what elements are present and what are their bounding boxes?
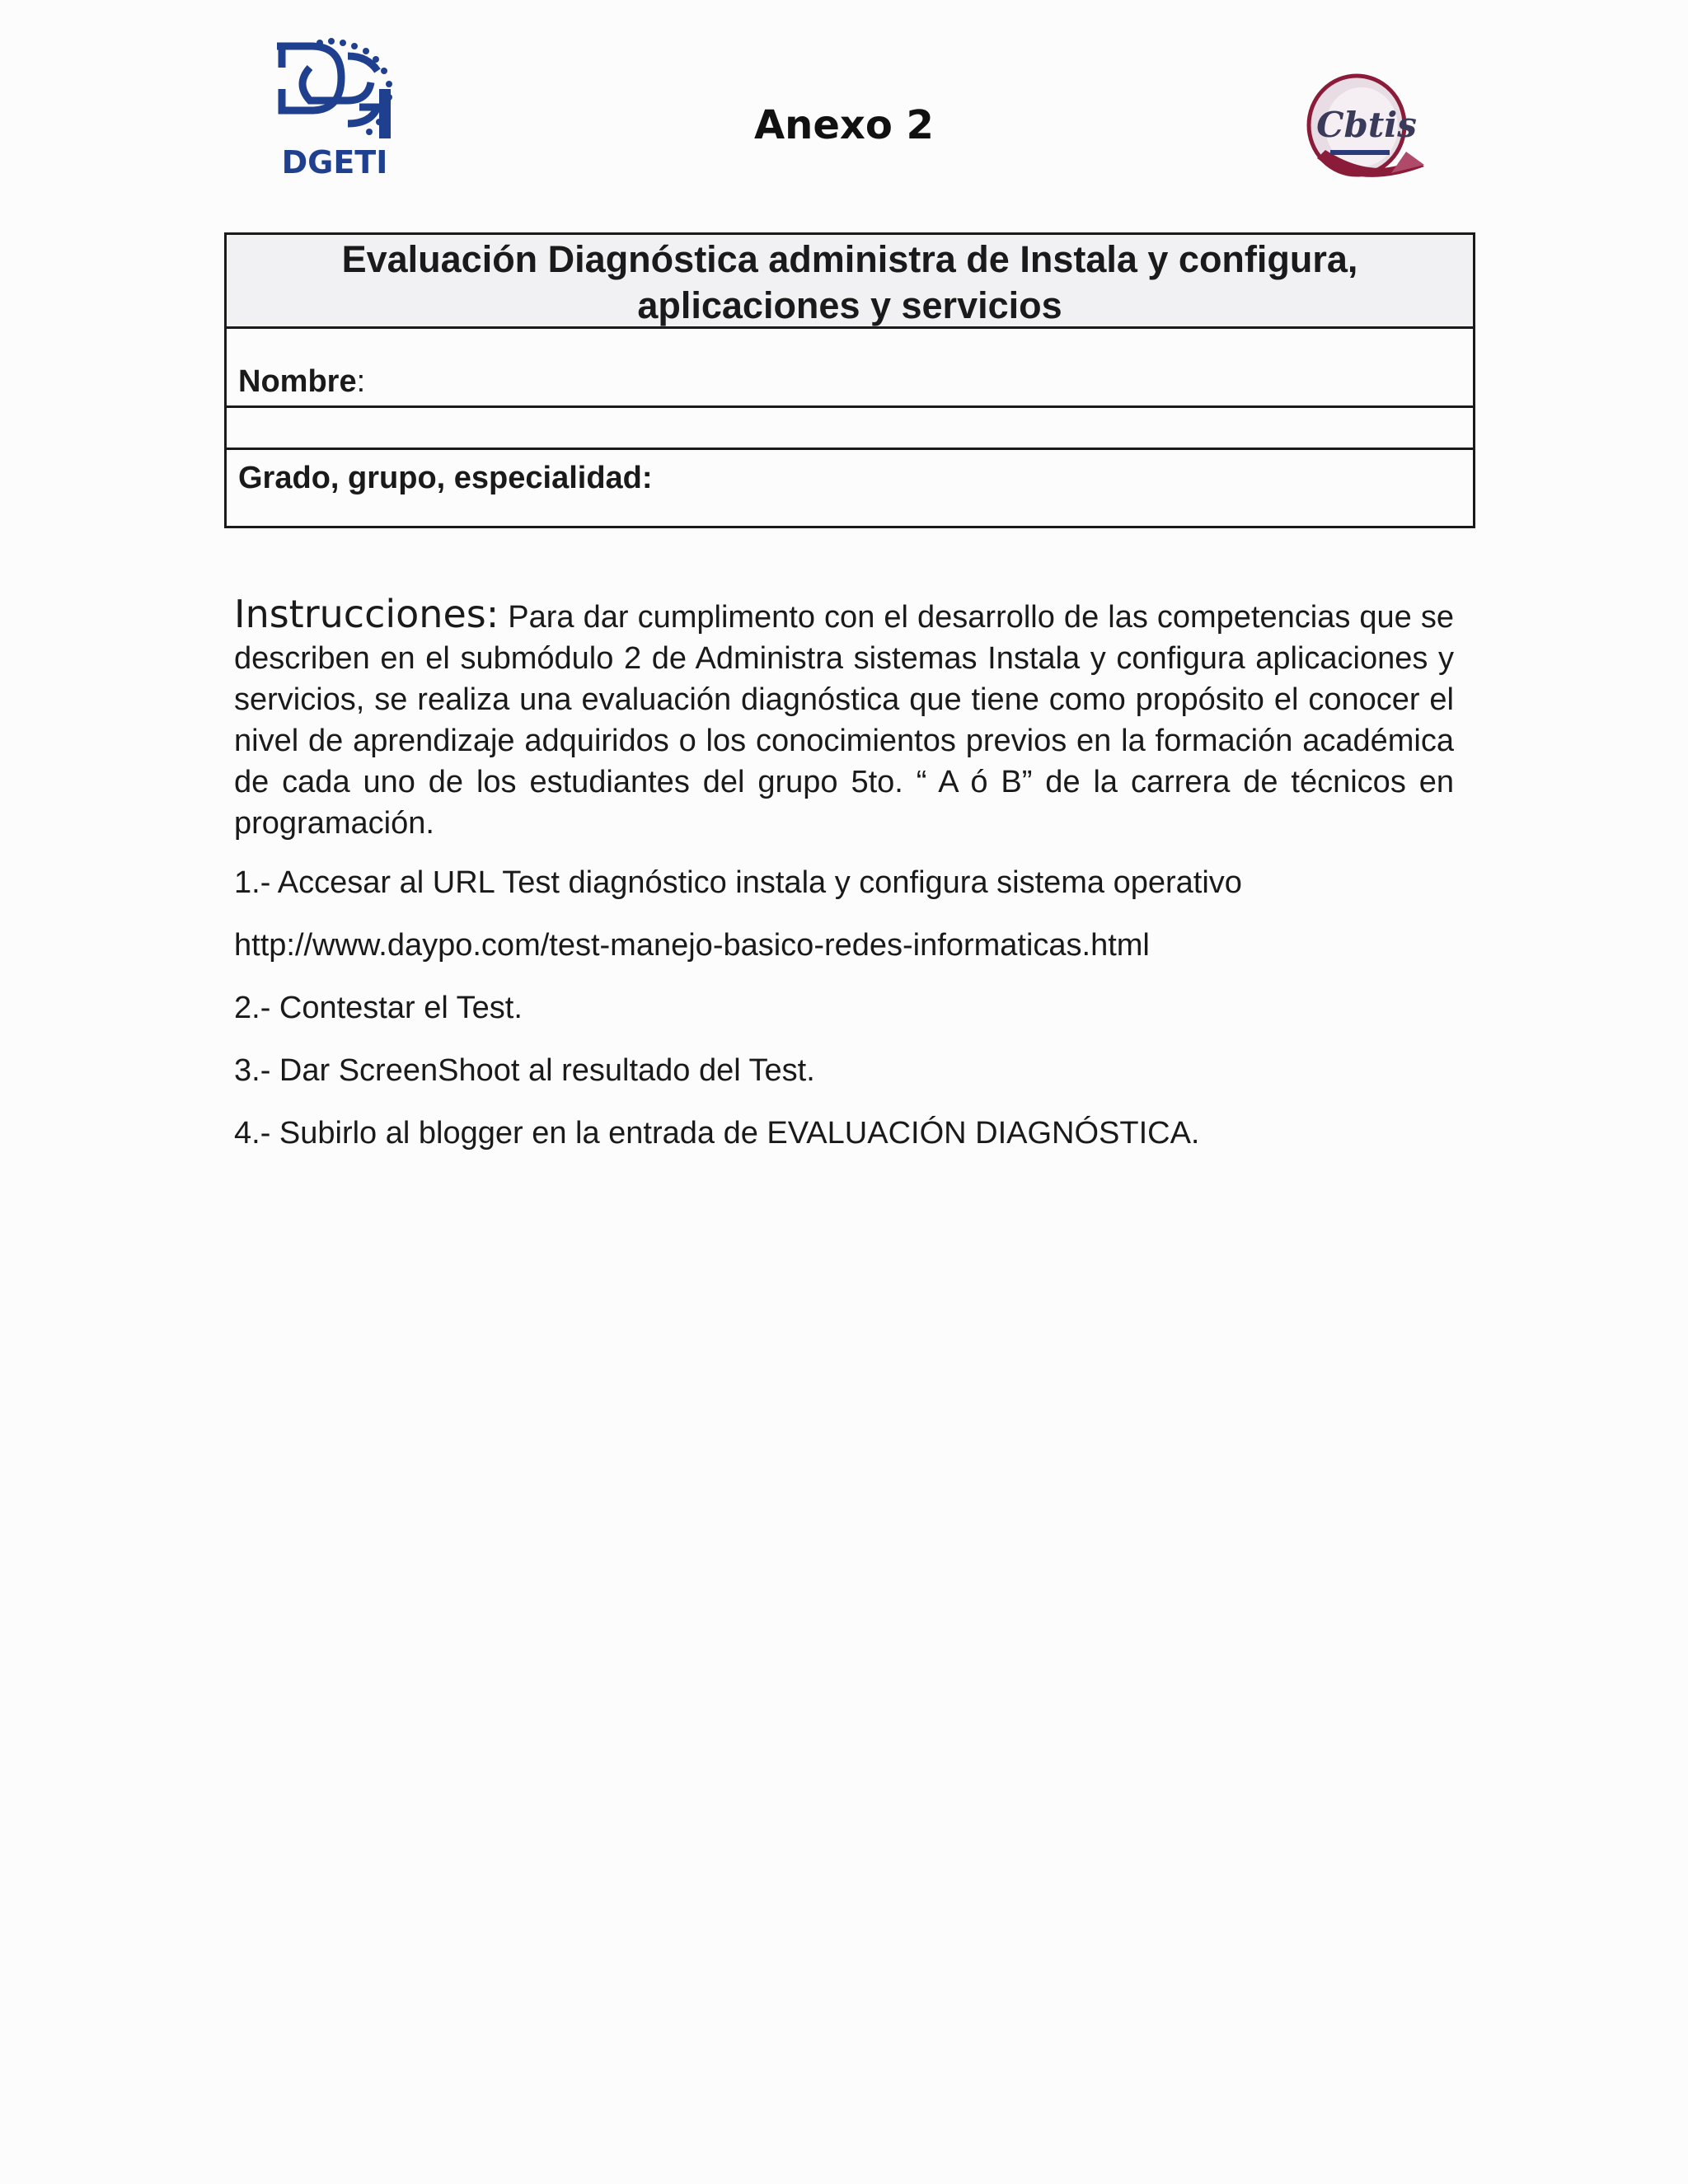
name-label: Nombre xyxy=(238,364,357,399)
form-title xyxy=(227,235,1473,329)
step-4: 4.- Subirlo al blogger en la entrada de EVALUACIÓN DIAGNÓSTICA. xyxy=(234,1116,1200,1151)
cbtis-logo-text: Cbtis xyxy=(1316,105,1417,145)
instructions-paragraph xyxy=(234,593,1454,844)
student-info-form xyxy=(224,232,1475,528)
form-title-line-1: Evaluación Diagnóstica administra de Instala y configura, xyxy=(341,238,1358,280)
name-row[interactable] xyxy=(227,329,1473,408)
test-url-link[interactable]: http://www.daypo.com/test-manejo-basico-redes-informaticas.html xyxy=(234,928,1150,963)
step-3: 3.- Dar ScreenShoot al resultado del Test. xyxy=(234,1053,815,1088)
instructions-heading: Instrucciones: xyxy=(234,592,499,636)
step-2: 2.- Contestar el Test. xyxy=(234,991,523,1025)
dgeti-logo-text: DGETI xyxy=(281,144,388,180)
blank-row[interactable] xyxy=(227,408,1473,450)
form-title-line-2: aplicaciones y servicios xyxy=(637,284,1062,326)
grade-group-specialty-row[interactable] xyxy=(227,450,1473,526)
grade-group-specialty-label: Grado, grupo, especialidad: xyxy=(238,461,653,495)
cbtis-logo xyxy=(1301,68,1432,190)
step-1: 1.- Accesar al URL Test diagnóstico instala y configura sistema operativo xyxy=(234,865,1242,900)
instructions-body: Para dar cumplimento con el desarrollo de las competencias que se describen en el submódulo 2 de Administra sistemas Instala y configura aplicaciones y servicios, se realiza una evaluación diagnóstica que tiene como propósito el conocer el nivel de aprendizaje adquiridos o los conocimientos previos en la formación académica de cada uno de los estudiantes del grupo 5to. “ A ó B” de la carrera de técnicos en programación. xyxy=(234,600,1454,841)
dgeti-logo xyxy=(262,35,407,181)
annex-title: Anexo 2 xyxy=(754,102,934,148)
instructions-section xyxy=(234,593,1454,1154)
name-label-colon: : xyxy=(356,364,366,399)
